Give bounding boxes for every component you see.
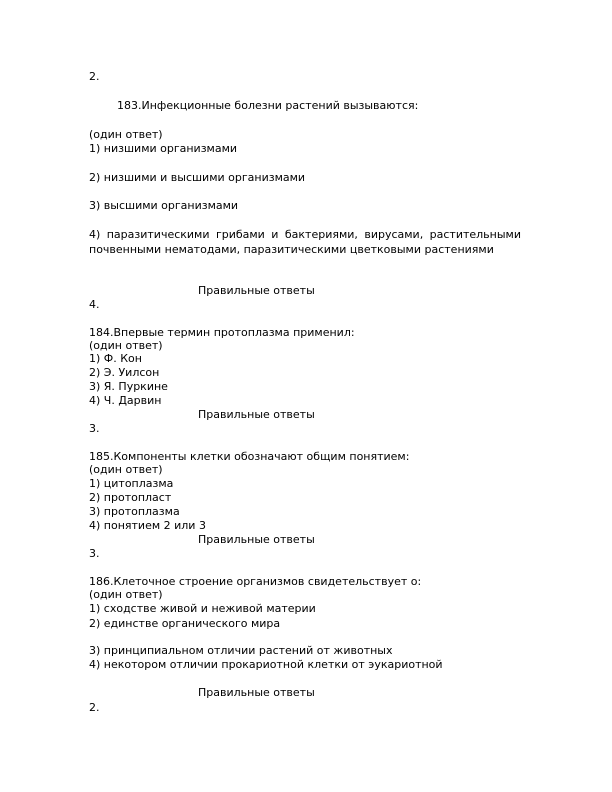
question-184-option-2: 2) Э. Уилсон: [89, 366, 160, 379]
question-185-answers-label: Правильные ответы: [198, 533, 315, 546]
question-184-option-3: 3) Я. Пуркине: [89, 380, 168, 393]
question-183-option-4: 4) паразитическими грибами и бактериями, вирусами, растительными почвенными нематодами, паразитическими цветковыми растениями: [89, 228, 521, 256]
question-185-answer: 3.: [89, 547, 100, 560]
question-184-answer: 3.: [89, 422, 100, 435]
question-186-title: 186.Клеточное строение организмов свидетельствует о:: [89, 575, 422, 588]
question-183-mode: (один ответ): [89, 128, 163, 141]
question-185-option-3: 3) протоплазма: [89, 505, 180, 518]
question-184-title: 184.Впервые термин протоплазма применил:: [89, 326, 355, 339]
question-183-option-2: 2) низшими и высшими организмами: [89, 171, 306, 184]
question-184-option-4: 4) Ч. Дарвин: [89, 394, 162, 407]
question-183-answer: 4.: [89, 298, 100, 311]
question-184-option-1: 1) Ф. Кон: [89, 352, 142, 365]
question-186-option-3: 3) принципиальном отличии растений от животных: [89, 644, 393, 657]
question-183-title: 183.Инфекционные болезни растений вызываются:: [117, 99, 419, 112]
question-185-option-2: 2) протопласт: [89, 491, 172, 504]
question-183-answers-label: Правильные ответы: [198, 284, 315, 297]
previous-answer: 2.: [89, 70, 100, 83]
question-186-mode: (один ответ): [89, 588, 163, 601]
question-186-answer: 2.: [89, 701, 100, 714]
question-183-option-1: 1) низшими организмами: [89, 142, 238, 155]
question-185-title: 185.Компоненты клетки обозначают общим понятием:: [89, 450, 410, 463]
question-186-option-4: 4) некотором отличии прокариотной клетки от эукариотной: [89, 658, 443, 671]
question-184-answers-label: Правильные ответы: [198, 408, 315, 421]
question-184-mode: (один ответ): [89, 339, 163, 352]
question-185-option-4: 4) понятием 2 или 3: [89, 519, 206, 532]
question-185-option-1: 1) цитоплазма: [89, 477, 174, 490]
question-186-option-1: 1) сходстве живой и неживой материи: [89, 602, 316, 615]
question-186-option-2: 2) единстве органического мира: [89, 617, 281, 630]
question-185-mode: (один ответ): [89, 463, 163, 476]
question-183-option-3: 3) высшими организмами: [89, 199, 239, 212]
question-186-answers-label: Правильные ответы: [198, 686, 315, 699]
